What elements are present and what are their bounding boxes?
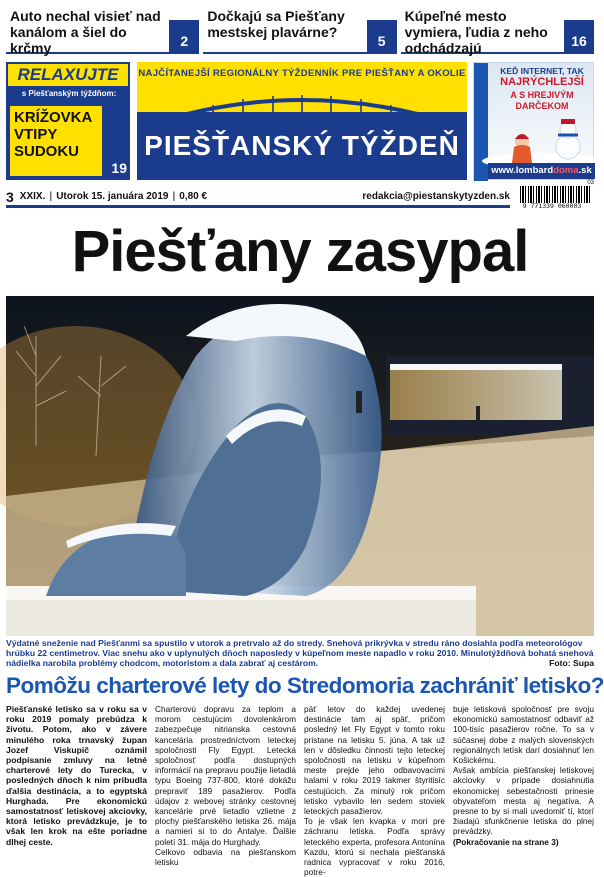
photo-credit: Foto: Supa bbox=[549, 658, 594, 668]
relax-title: RELAXUJTE bbox=[8, 64, 128, 86]
teaser-page-number: 2 bbox=[169, 20, 199, 52]
ad-url[interactable]: www.lombarddoma.sk bbox=[488, 163, 595, 179]
editorial-email[interactable]: redakcia@piestanskytyzden.sk bbox=[362, 191, 510, 202]
teaser-strip bbox=[6, 4, 594, 54]
masthead bbox=[137, 62, 467, 180]
continued-link[interactable]: (Pokračovanie na strane 3) bbox=[453, 836, 559, 847]
teaser-spa-town[interactable] bbox=[401, 4, 594, 54]
barcode-number: 9 771339 060003 bbox=[522, 202, 582, 210]
relax-item-jokes: VTIPY bbox=[14, 126, 58, 143]
teaser-text: Dočkajú sa Piešťany mestskej plavárne? bbox=[207, 8, 345, 40]
article-columns bbox=[6, 704, 594, 877]
snow-sculpture-photo bbox=[6, 296, 594, 636]
newspaper-name: PIEŠŤANSKÝ TÝŽDEŇ bbox=[144, 130, 460, 161]
relax-item-sudoku: SUDOKU bbox=[14, 143, 80, 160]
ad-line-4: DARČEKOM bbox=[515, 101, 569, 111]
article-column-3 bbox=[304, 704, 445, 877]
relax-page-number: 19 bbox=[111, 160, 127, 176]
teaser-pool[interactable] bbox=[203, 4, 396, 54]
teaser-page-number: 5 bbox=[367, 20, 397, 52]
relax-box[interactable] bbox=[6, 62, 130, 180]
article-column-2 bbox=[155, 704, 296, 868]
article-col2-tail: Celkovo odbavia na piešťanskom letisku bbox=[155, 846, 296, 868]
issue-volume: XXIX. bbox=[19, 191, 46, 202]
article-headline[interactable]: Pomôžu charterové lety do Stredomoria zachrániť letisko? bbox=[6, 673, 604, 698]
article-col2-text: Charterovú dopravu za teplom a morom cestujúcim dovolenkárom zabezpečuje nitrianska cestovná kancelária prostredníctvom leteckej spoločnosti Fly Egypt. Letecká spoločnosť podľa dostupných informácií na prepravu použije lietadlá typu Boeing 737-800, ktoré dokážu prepraviť 189 pasažierov. Podľa údajov z webovej stránky cestovnej kancelárie prvé lietadlo vzlietne z plochy piešťanského letiska 26. mája a namieri si to do Antalye. Ďalšie poletí 31. mája do Hurghady. bbox=[155, 704, 296, 847]
issue-number: 3 bbox=[6, 188, 14, 205]
article-col3-tail: To je však len kvapka v mori pre záchranu letiska. Podľa správy leteckého experta, profesora Antonína Kazdu, ktorú si nechala piešťanská radnica vypracovať v roku 2016, potre- bbox=[304, 816, 445, 877]
article-col3-text: päť letov do každej uvedenej destinácie tam aj späť, pričom posledný let Fly Egypt v tomto roku pristane na letisku 5. júna. A tak už len v dôsledku činnosti tejto leteckej spoločnosti na letisku v kúpeľnom meste prejde jeho odbavovacími halami v roku 2019 takmer štyritisíc cestujúcich. Za minulý rok pričom letisko vybavilo len sedem stoviek leteckých pasažierov. bbox=[304, 704, 445, 817]
article-lead: Piešťanské letisko sa v roku sa v roku 2019 pomaly prebúdza k životu. Potom, ako v závere minulého roka trnavský župan Jozef Viskupič oznámil podpísanie zmluvy na letné charterové lety do Turecka, v posledných dňoch k nim pribudla ďalšia destinácia, a to egyptská Hurghada. Pre ekonomickú samostatnosť letiskovej akciovky, ktorá letisko prevádzkuje, je to však len krok na ešte poriadne dlhej ceste. bbox=[6, 704, 147, 847]
teaser-text: Kúpeľné mesto vymiera, ľudia z neho odchádzajú bbox=[404, 8, 548, 56]
main-photo[interactable] bbox=[6, 296, 594, 636]
article-col4-tail: Avšak ambícia piešťanskej letiskovej akciovky v prípade dosiahnutia ekonomickej sebestačnosti prinesie obyvateľom mesta aj negatíva. A presne to by si mali uvedomiť tí, ktorí žiadajú sfunkčnenie letiska do plnej prevádzky. bbox=[453, 765, 594, 837]
ad-line-1: KEĎ INTERNET, TAK bbox=[500, 66, 584, 76]
snowman-illustration-icon bbox=[488, 111, 595, 163]
teaser-car[interactable] bbox=[6, 4, 199, 54]
caption-text: Výdatné sneženie nad Piešťanmi sa spustilo v utorok a pretrvalo až do stredy. Snehová prikrývka v stredu ráno dosiahla podľa meteorológov hrúbku 22 centimetrov. Viac snehu ako v uplynulých dňoch naposledy v kúpeľnom meste napadlo v roku 2010. Minulotýždňová bohatá snehová nádielka narobila problémy chodcom, motoristom a dala zabrať aj cestárom. bbox=[6, 638, 594, 668]
relax-subtitle: s Piešťanským týždňom: bbox=[21, 89, 117, 98]
teaser-page-number: 16 bbox=[564, 20, 594, 52]
photo-caption bbox=[6, 638, 594, 668]
ad-line-3: A S HREJIVÝM bbox=[510, 90, 574, 100]
masthead-tagline: NAJČÍTANEJŠÍ REGIONÁLNY TÝŽDENNÍK PRE PIEŠŤANY A OKOLIE bbox=[138, 68, 466, 79]
bridge-logo-icon bbox=[143, 80, 461, 128]
issue-price: 0,80 € bbox=[179, 191, 208, 202]
ad-line-2: NAJRÝCHLEJŠÍ bbox=[500, 76, 584, 88]
teaser-text: Auto nechal visieť nad kanálom a šiel do krčmy bbox=[10, 8, 161, 56]
barcode-bars-icon bbox=[520, 186, 592, 203]
main-headline[interactable]: Piešťany zasypal bbox=[71, 219, 529, 284]
barcode-tag: 03 bbox=[587, 180, 594, 186]
barcode bbox=[510, 180, 594, 212]
lombard-ad[interactable] bbox=[473, 62, 594, 180]
issue-info-bar: 3 XXIX. | Utorok 15. januára 2019 | 0,80 € redakcia@piestanskytyzden.sk bbox=[6, 188, 594, 208]
relax-item-crossword: KRÍŽOVKA bbox=[14, 109, 93, 126]
article-column-4 bbox=[453, 704, 594, 847]
issue-date: Utorok 15. januára 2019 bbox=[56, 191, 169, 202]
relax-list bbox=[10, 106, 102, 176]
article-col4-text: buje letisková spoločnosť pre svoju ekonomickú samostatnosť odbaviť až 100-tisíc pasažierov ročne. To sa v súčasnej dobe z malých slovenských regionálnych letísk darí dosiahnuť len Košickému. bbox=[453, 704, 594, 766]
